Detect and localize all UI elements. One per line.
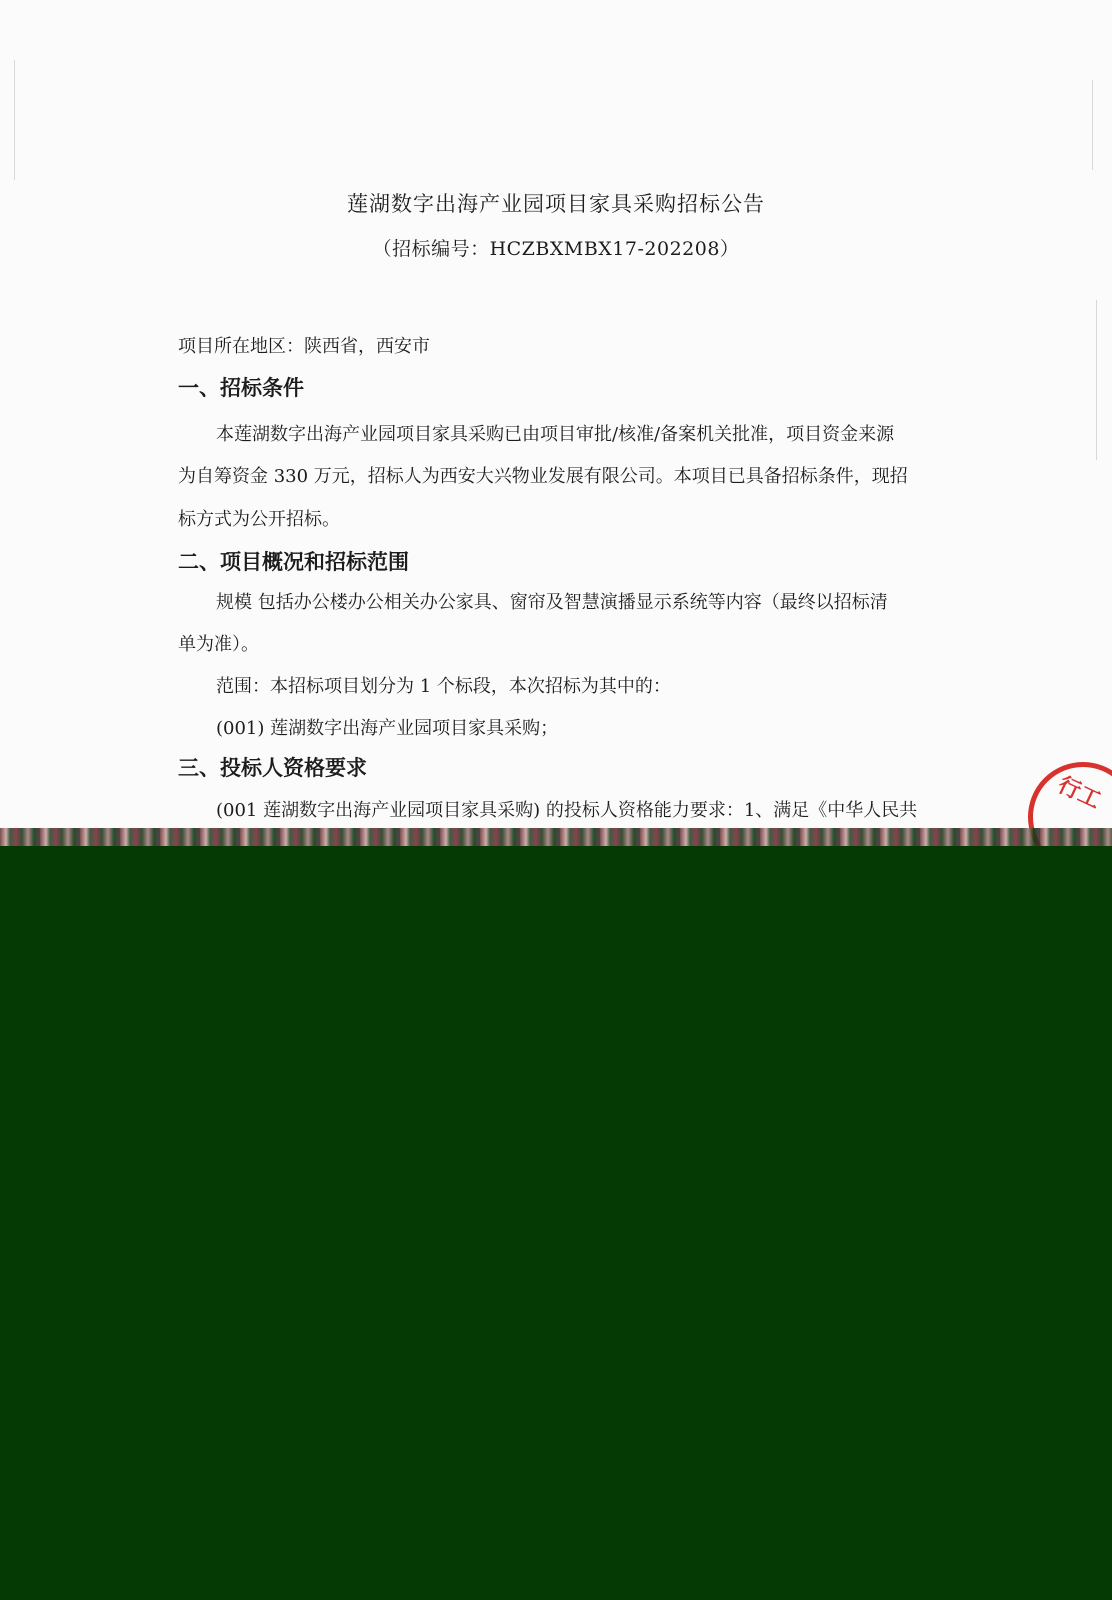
section-heading-overview: 二、项目概况和招标范围 [178, 550, 409, 574]
project-location: 项目所在地区：陕西省，西安市 [178, 336, 430, 357]
paragraph-line: 本莲湖数字出海产业园项目家具采购已由项目审批/核准/备案机关批准，项目资金来源 [216, 424, 895, 445]
scan-artifact [1092, 80, 1093, 170]
paragraph-line: 范围：本招标项目划分为 1 个标段，本次招标为其中的： [216, 676, 671, 697]
document-number: （招标编号：HCZBXMBX17-202208） [372, 238, 740, 260]
paragraph-line: 为自筹资金 330 万元，招标人为西安大兴物业发展有限公司。本项目已具备招标条件，现招 [178, 466, 908, 487]
paragraph-line: 规模 包括办公楼办公相关办公家具、窗帘及智慧演播显示系统等内容（最终以招标清 [216, 592, 888, 613]
seal-text: 行工 [1053, 772, 1105, 814]
paragraph-line: (001) 莲湖数字出海产业园项目家具采购； [216, 718, 559, 739]
image-occlusion-area [0, 846, 1112, 1600]
scan-artifact [14, 60, 15, 180]
section-heading-conditions: 一、招标条件 [178, 376, 304, 400]
paragraph-line: 单为准）。 [178, 634, 259, 655]
scan-artifact [1096, 300, 1097, 460]
section-heading-qualifications: 三、投标人资格要求 [178, 756, 367, 780]
paragraph-line: (001 莲湖数字出海产业园项目家具采购) 的投标人资格能力要求：1、满足《中华人民共 [216, 800, 918, 821]
document-title: 莲湖数字出海产业园项目家具采购招标公告 [347, 192, 765, 216]
image-corruption-band [0, 828, 1112, 846]
paragraph-line: 标方式为公开招标。 [178, 509, 340, 530]
